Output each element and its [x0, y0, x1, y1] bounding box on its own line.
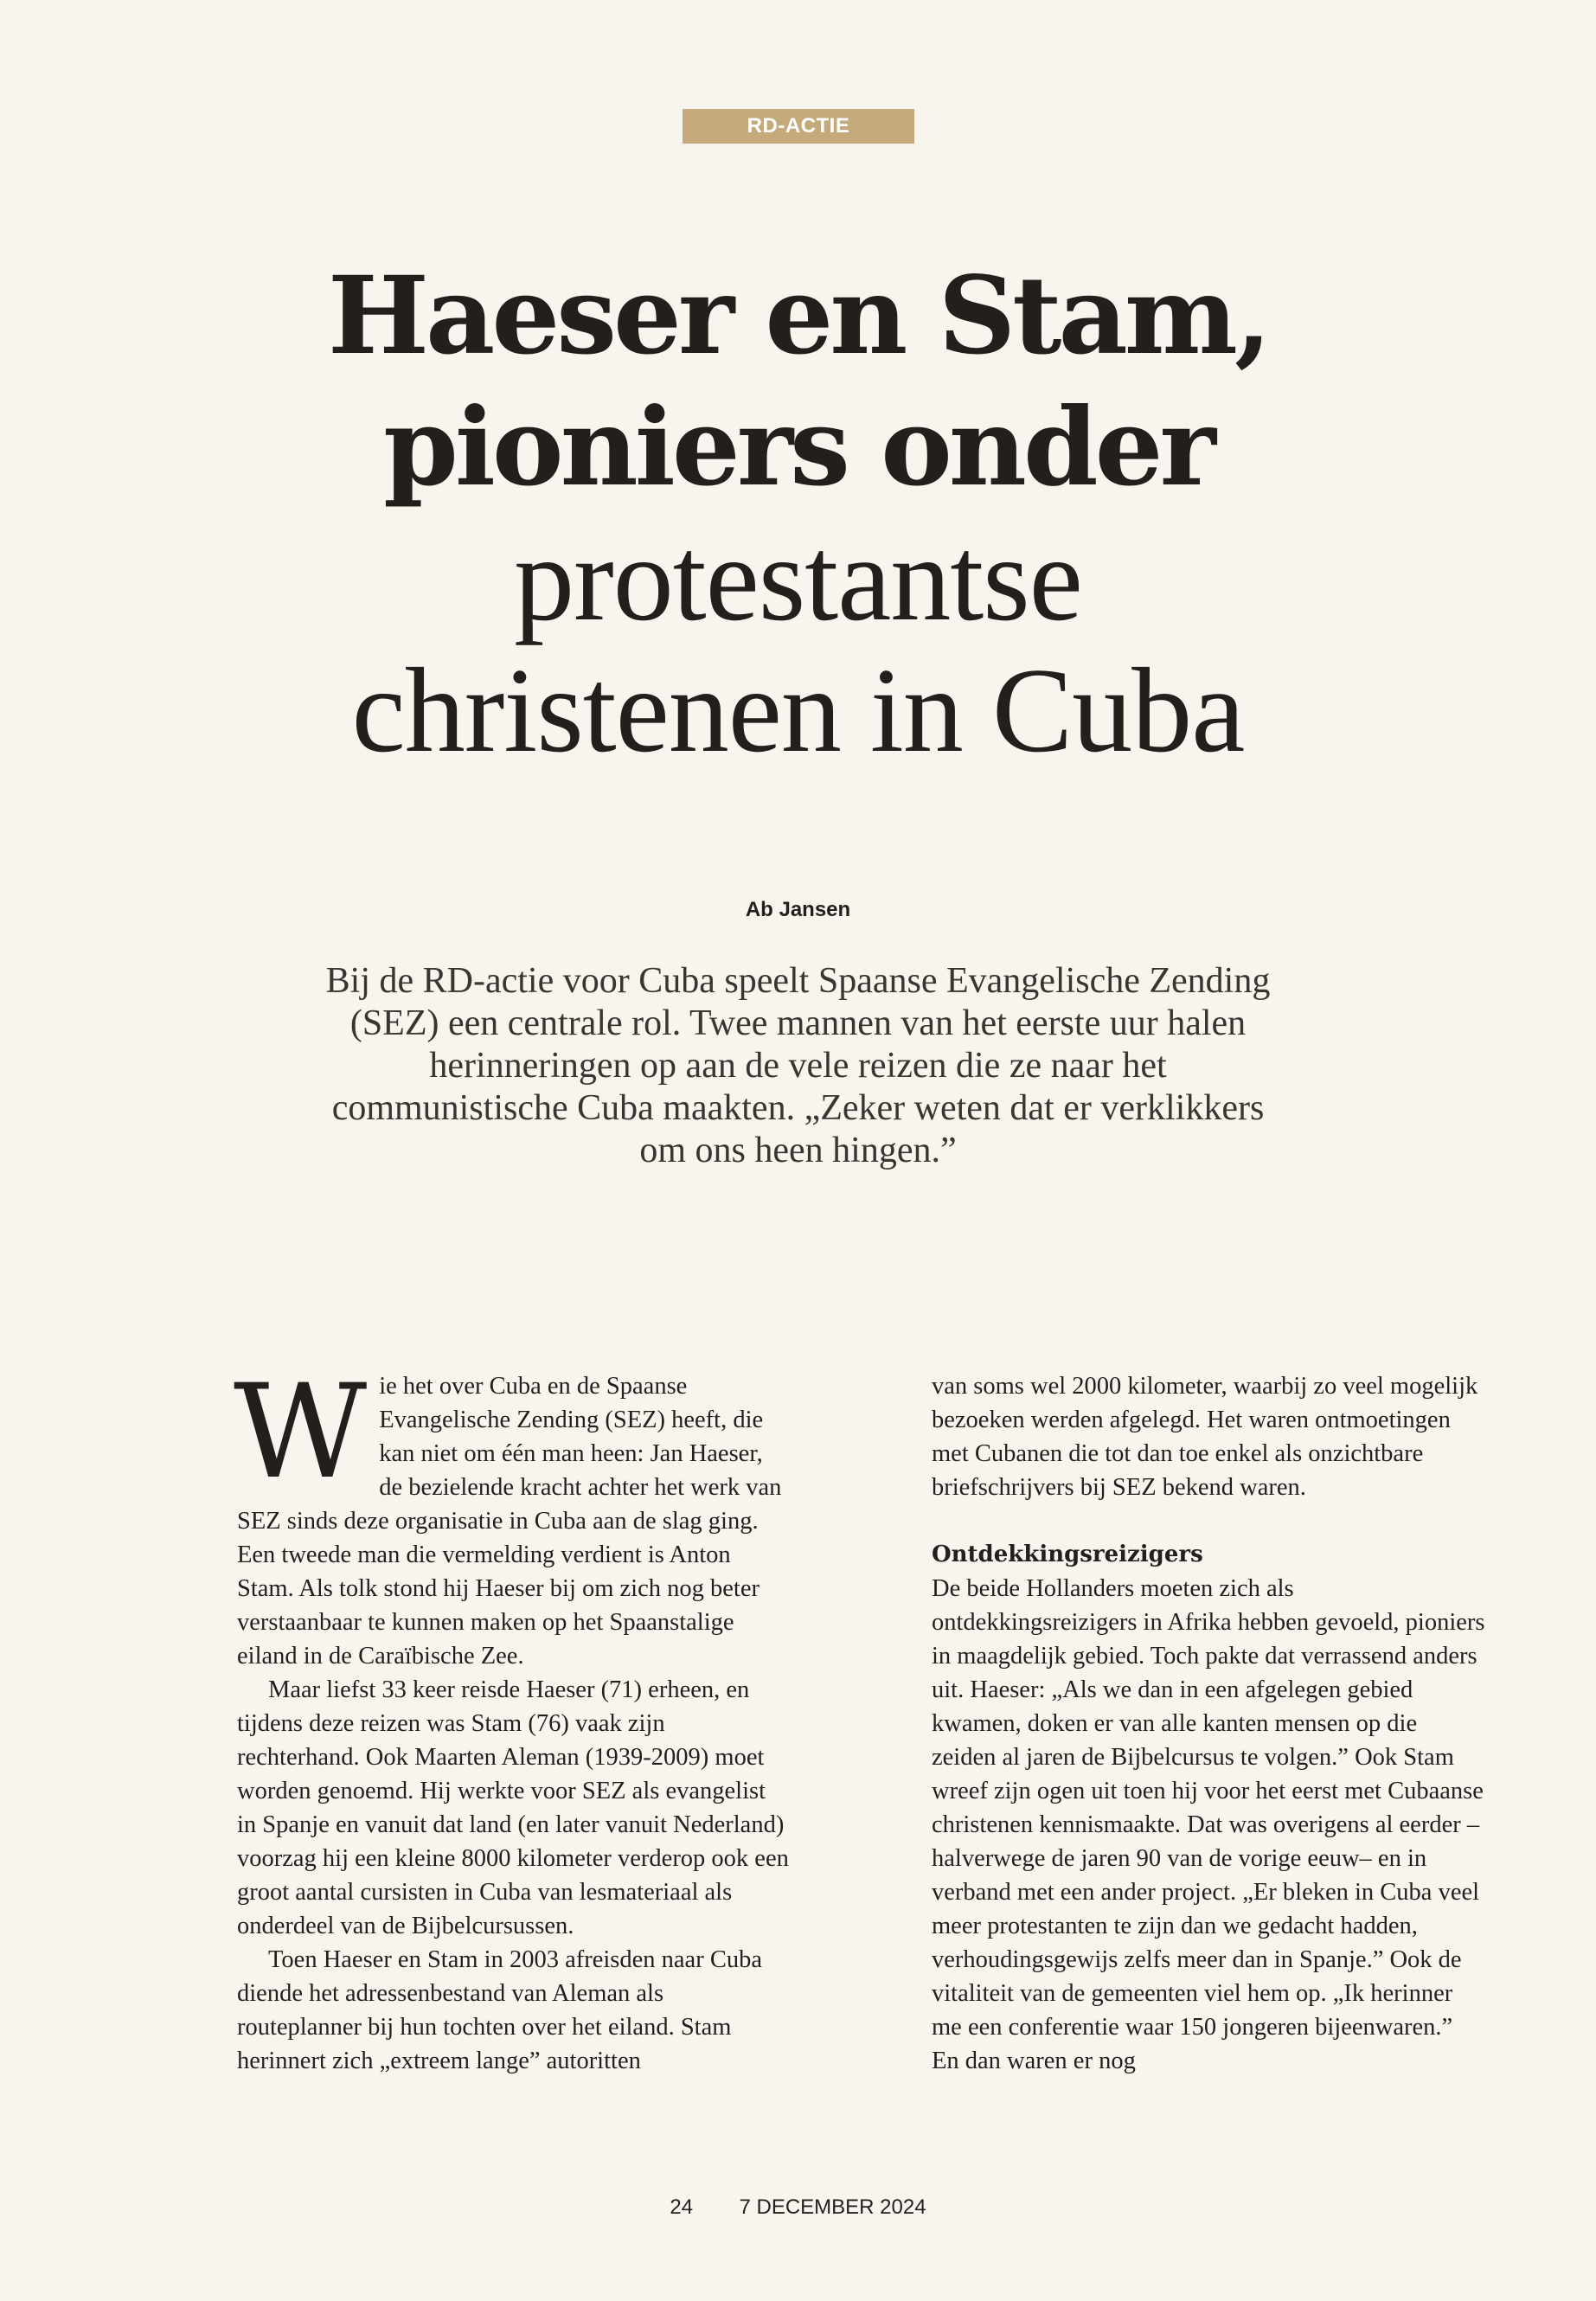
page-footer — [0, 2195, 1596, 2220]
body-column-left — [234, 1357, 791, 2078]
subheading: Ontdekkingsreizigers — [932, 1541, 1203, 1567]
body-paragraph: van soms wel 2000 kilometer, waarbij zo veel mogelijk bezoeken werden afgelegd. Het waren ontmoetingen met Cubanen die tot dan toe enkel als onzichtbare briefschrijvers bij SEZ bekend waren. — [932, 1373, 1478, 1501]
paragraph-text: ie het over Cuba en de Spaanse Evangelische Zending (SEZ) heeft, die kan niet om één man heen: Jan Haeser, de bezielende kracht achter het werk van SEZ sinds deze organisatie in Cuba aan de slag ging. Een tweede man die vermelding verdient is Anton Stam. Als tolk stond hij Haeser bij om zich nog beter verstaanbaar te kunnen maken op het Spaanstalige eiland in de Caraïbische Zee. — [237, 1373, 782, 1670]
headline-line-4: christenen in Cuba — [351, 644, 1245, 778]
body-column-right — [932, 1369, 1485, 2078]
article-headline — [0, 251, 1596, 777]
dropcap: W — [234, 1357, 368, 1508]
byline: Ab Jansen — [745, 898, 851, 921]
paragraph-gap — [932, 1504, 1485, 1538]
headline-line-3: protestantse — [514, 512, 1082, 646]
body-paragraph: De beide Hollanders moeten zich als ontdekkingsreizigers in Afrika hebben gevoeld, pioniers in maagdelijk gebied. Toch pakte dat verrassend anders uit. Haeser: „Als we dan in een afgelegen gebied kwamen, doken er van alle kanten mensen op die zeiden al jaren de Bijbelcursus te volgen.” Ook Stam wreef zijn ogen uit toen hij voor het eerst met Cubaanse christenen kennismaakte. Dat was overigens al eerder –halverwege de jaren 90 van de vorige eeuw– en in verband met een ander project. „Er bleken in Cuba veel meer protestanten te zijn dan we gedacht hadden, verhoudingsgewijs zelfs meer dan in Spanje.” Ook de vitaliteit van de gemeenten viel hem op. „Ik herinner me een conferentie waar 150 jongeren bijeenwaren.” En dan waren er nog — [932, 1575, 1485, 2074]
issue-date: 7 DECEMBER 2024 — [739, 2195, 926, 2219]
intro-lead: Bij de RD-actie voor Cuba speelt Spaanse Evangelische Zending (SEZ) een centrale rol. Twee mannen van het eerste uur halen herinneringen op aan de vele reizen die ze naar het communistische Cuba maakten. „Zeker weten dat er verklikkers om ons heen hingen.” — [325, 961, 1271, 1170]
section-label: RD-ACTIE — [683, 109, 914, 144]
body-paragraph: Toen Haeser en Stam in 2003 afreisden naar Cuba diende het adressenbestand van Aleman als routeplanner bij hun tochten over het eiland. Stam herinnert zich „extreem lange” autoritten — [237, 1946, 762, 2074]
headline-line-2: pioniers onder — [383, 385, 1213, 510]
headline-line-1: Haeser en Stam, — [327, 253, 1269, 379]
page-number: 24 — [670, 2195, 694, 2219]
body-paragraph — [234, 1357, 791, 1673]
body-paragraph: Maar liefst 33 keer reisde Haeser (71) erheen, en tijdens deze reizen was Stam (76) vaak zijn rechterhand. Ook Maarten Aleman (1939-2009) moet worden genoemd. Hij werkte voor SEZ als evangelist in Spanje en vanuit dat land (en later vanuit Nederland) voorzag hij een kleine 8000 kilometer verderop ook een groot aantal cursisten in Cuba van lesmateriaal als onderdeel van de Bijbelcursussen. — [237, 1676, 789, 1939]
